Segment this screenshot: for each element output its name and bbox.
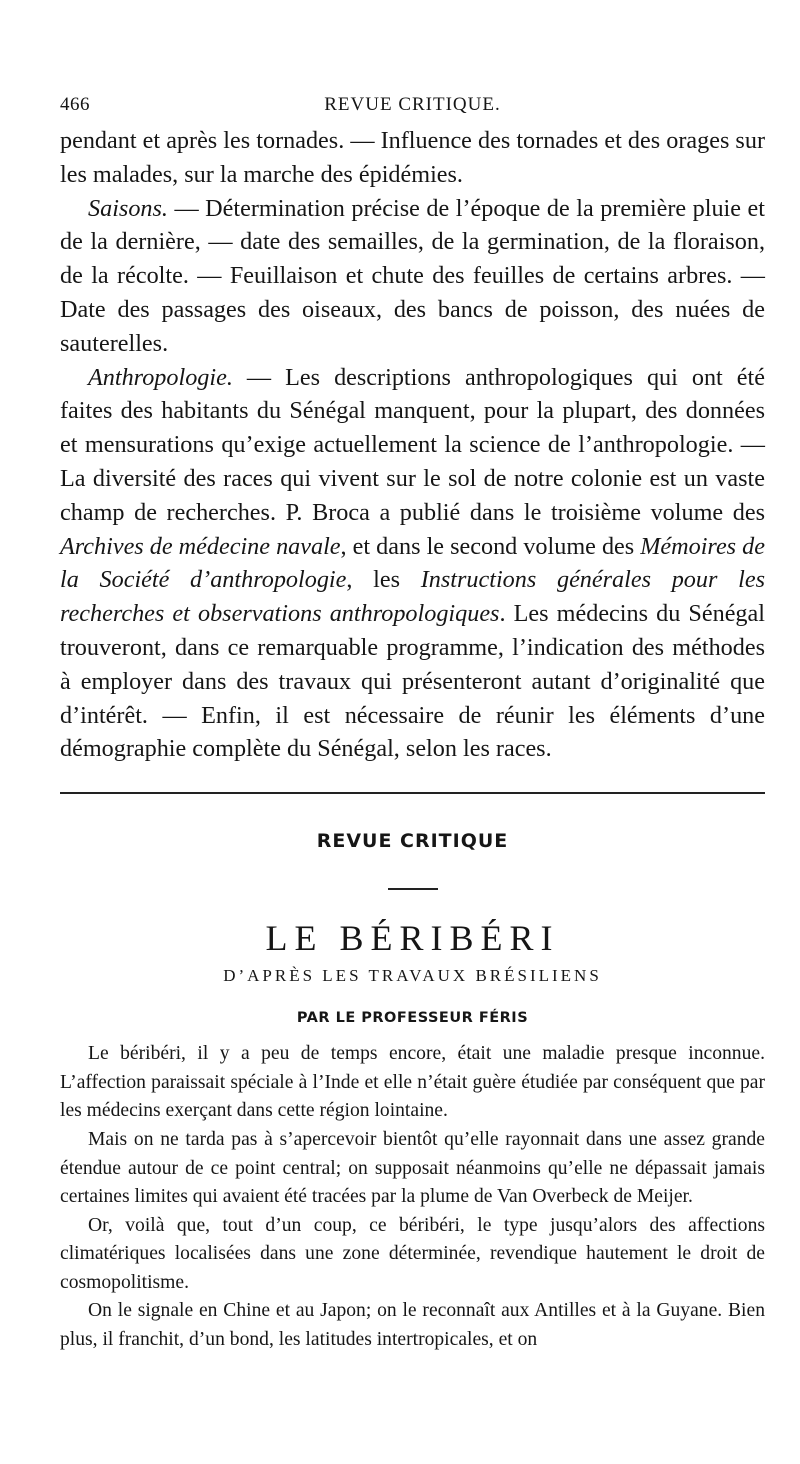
label-anthropologie: Anthropologie.: [88, 363, 233, 391]
short-divider: [388, 888, 438, 890]
article-subtitle: D’APRÈS LES TRAVAUX BRÉSILIENS: [223, 966, 602, 986]
title-archives: Archives de médecine navale: [60, 532, 341, 560]
article-paragraph: Mais on ne tarda pas à s’apercevoir bientôt qu’elle rayonnait dans une assez grande étendue autour de ce point central; on supposait néanmoins qu’elle ne dépassait jamais certaines limites qui avaient été tracées par la plume de Van Overbeck de Meijer.: [60, 1128, 765, 1208]
paragraph-anthropologie: [60, 361, 765, 767]
text-saisons: — Détermination précise de l’époque de la première pluie et de la dernière, — date des semailles, de la germination, de la floraison, de la récolte. — Feuillaison et chute des feuilles de certains arbres. — Date des passages des oiseaux, des bancs de poisson, des nuées de sauterelles.: [60, 194, 765, 357]
label-saisons: Saisons.: [88, 194, 168, 222]
article-body: [60, 1040, 765, 1355]
text-anthropologie-a: — Les descriptions anthropologiques qui ont été faites des habitants du Sénégal manquent, pour la plupart, des données et mensurations qu’exige actuellement la science de l’anthropologie. — La diversité des races qui vivent sur le sol de notre colonie est un vaste champ de recherches. P. Broca a publié dans le troisième volume des: [60, 363, 765, 526]
article-paragraph: Or, voilà que, tout d’un coup, ce béribéri, le type jusqu’alors des affections climatériques localisées dans une zone déterminée, revendique hautement le droit de cosmopolitisme.: [60, 1214, 765, 1293]
page: [60, 90, 765, 1355]
text-anthropologie-c: , les: [346, 566, 421, 594]
upper-text: [60, 124, 765, 766]
section-title: REVUE CRITIQUE: [316, 830, 509, 853]
running-head: [60, 90, 765, 120]
page-number: 466: [60, 94, 90, 115]
article-paragraph: On le signale en Chine et au Japon; on le reconnaît aux Antilles et à la Guyane. Bien plus, il franchit, d’un bond, les latitudes intertropicales, et on: [60, 1300, 765, 1351]
article-title: LE BÉRIBÉRI: [265, 918, 560, 959]
paragraph-saisons: [60, 192, 765, 361]
article-author: PAR LE PROFESSEUR FÉRIS: [296, 1010, 529, 1027]
section-divider: [60, 792, 765, 794]
article-paragraph: Le béribéri, il y a peu de temps encore, était une maladie presque inconnue. L’affection paraissait spéciale à l’Inde et elle n’était guère étudiée par conséquent que par les médecins exerçant dans cette région lointaine.: [60, 1043, 765, 1122]
text-anthropologie-d: . Les médecins du Sénégal trouveront, dans ce remarquable programme, l’indication des méthodes à employer dans des travaux qui présenteront autant d’originalité que d’intérêt. — Enfin, il est nécessaire de réunir les éléments d’une démographie complète du Sénégal, selon les races.: [60, 600, 765, 763]
text-anthropologie-b: , et dans le second volume des: [340, 532, 641, 560]
running-title: REVUE CRITIQUE.: [324, 94, 501, 115]
title-memoires: Mémoires de la Société d’anthropologie: [60, 532, 765, 594]
paragraph-continuation: pendant et après les tornades. — Influence des tornades et des orages sur les malades, sur la marche des épidémies.: [60, 127, 765, 188]
title-instructions: Instructions générales pour les recherches et observations anthropologiques: [60, 566, 765, 628]
